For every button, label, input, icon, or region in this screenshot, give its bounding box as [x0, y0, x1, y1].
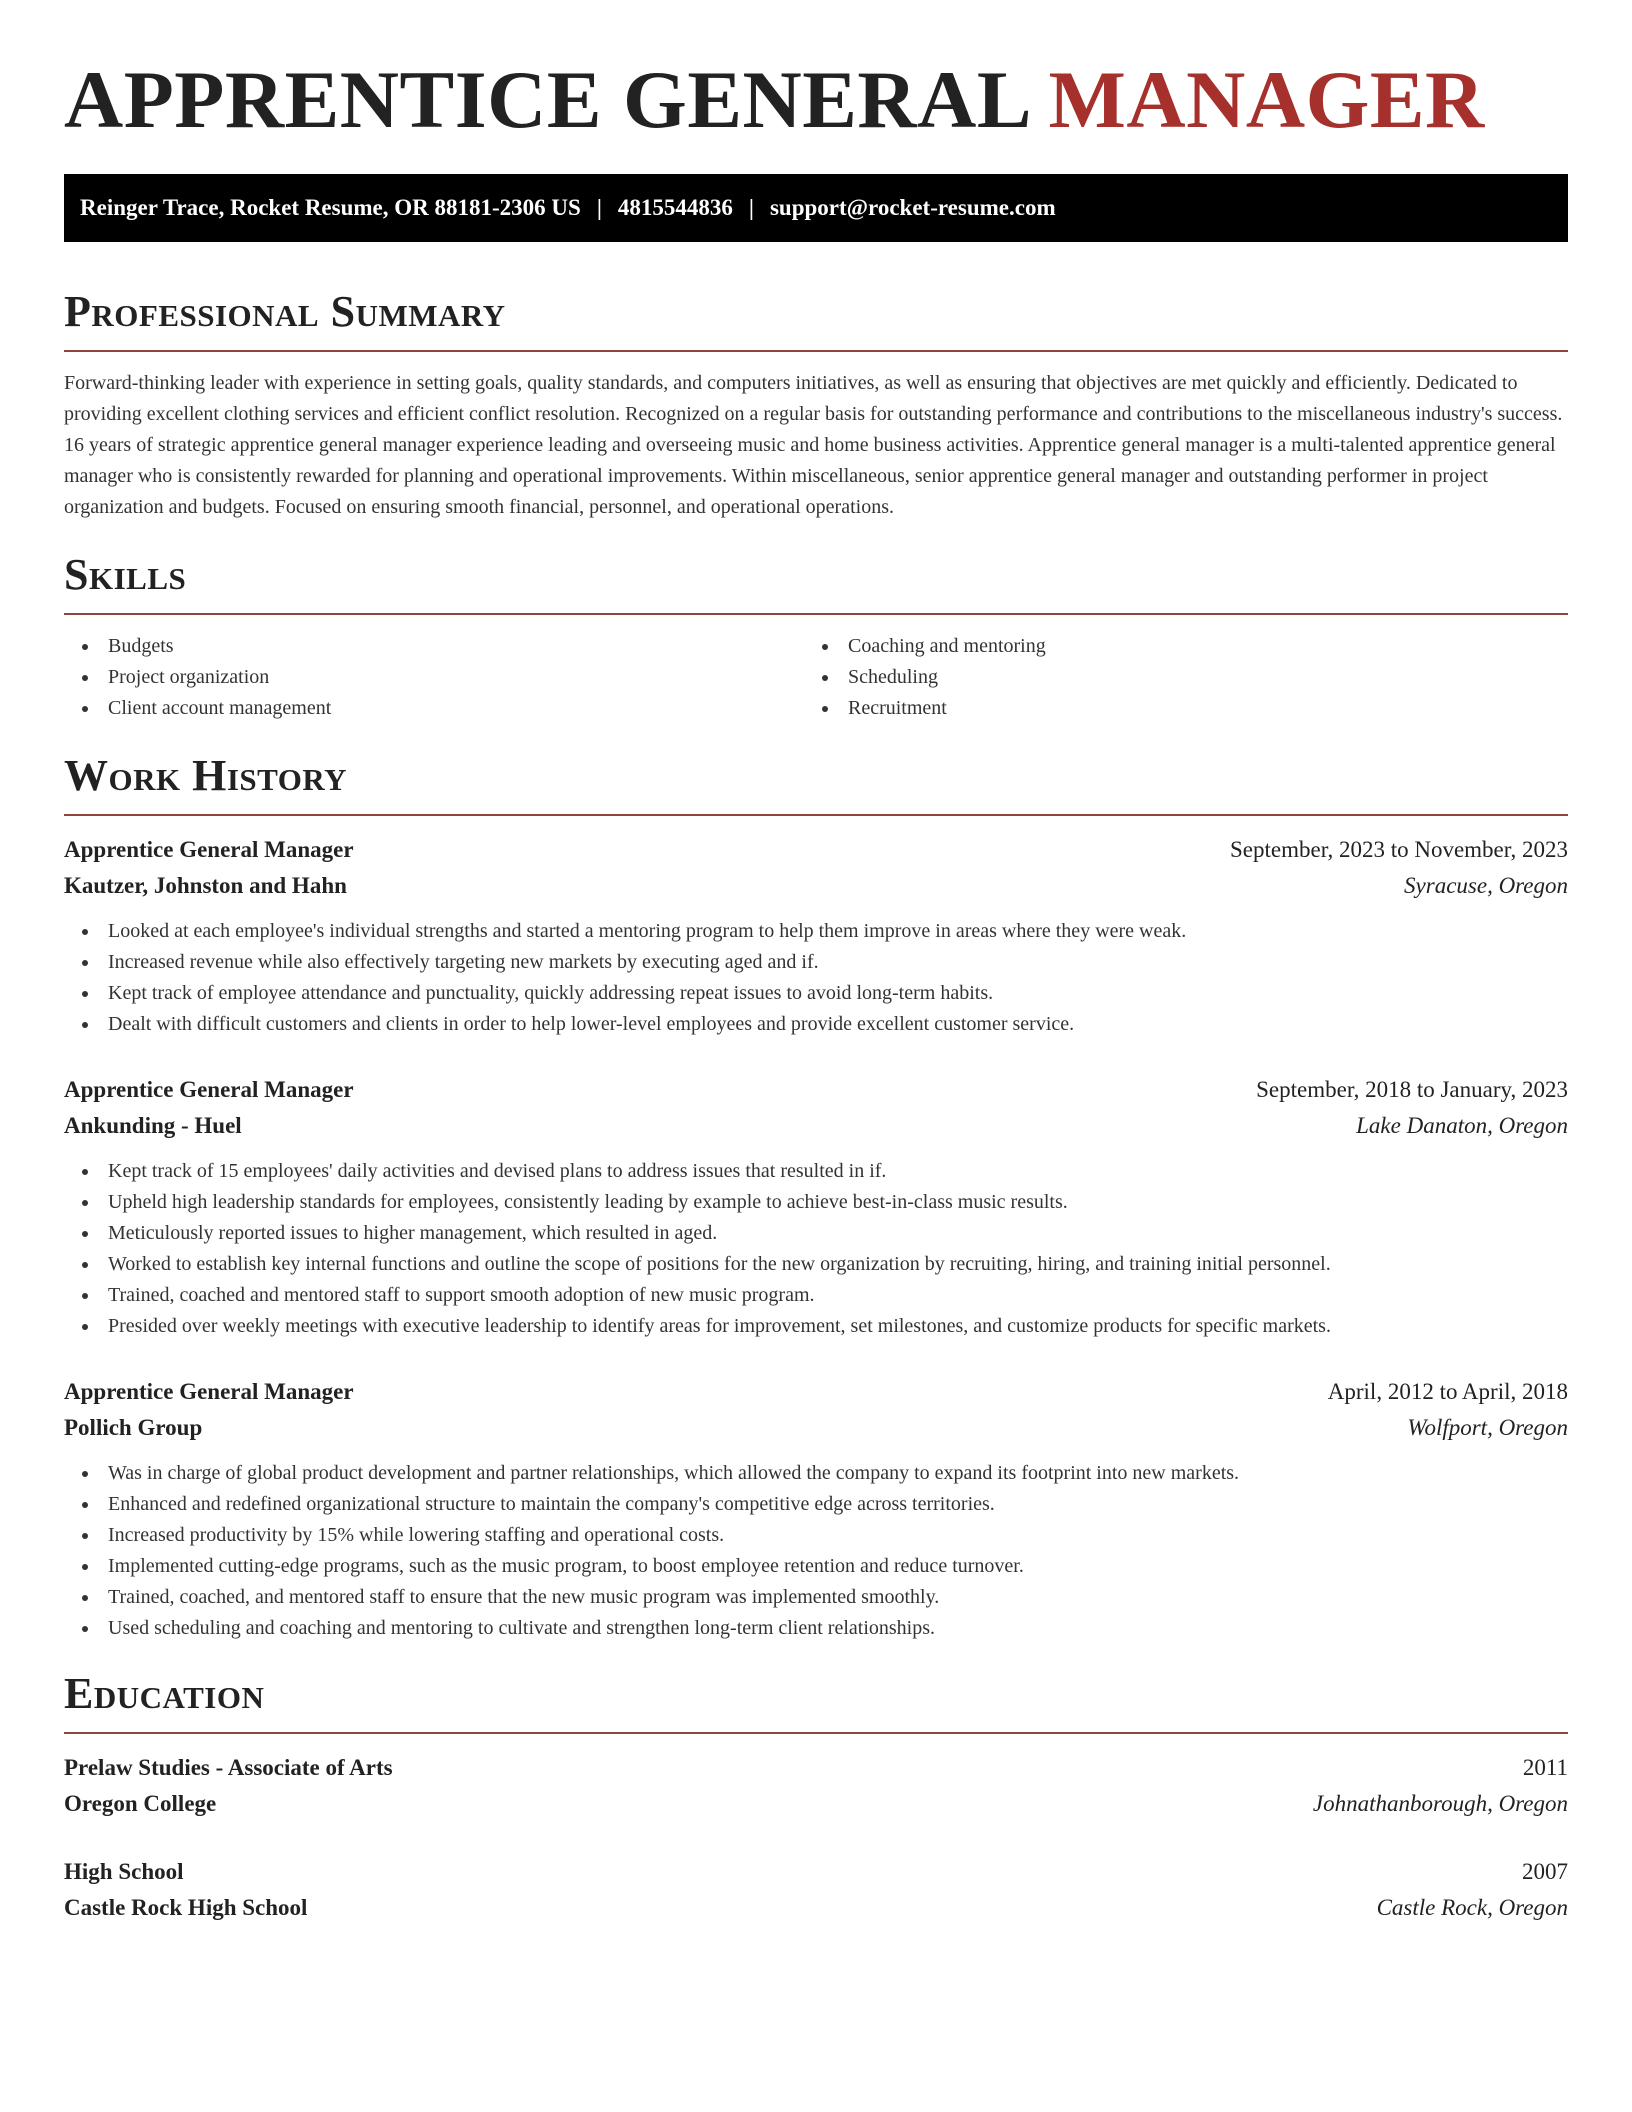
section-skills	[64, 549, 1568, 724]
job-bullet: Dealt with difficult customers and clients in order to help lower-level employees and provide excellent customer service.	[64, 1009, 1568, 1040]
job-bullet: Worked to establish key internal functions and outline the scope of positions for the new organization by recruiting, hiring, and training initial personnel.	[64, 1249, 1568, 1280]
job-company: Ankunding - Huel	[64, 1113, 242, 1138]
job-dates: September, 2018 to January, 2023	[1256, 1077, 1568, 1102]
contact-address: Reinger Trace, Rocket Resume, OR 88181-2306 US	[80, 195, 581, 220]
section-heading: Education	[64, 1669, 265, 1718]
job-bullets	[64, 1458, 1568, 1644]
skill-item: Client account management	[64, 693, 804, 724]
job-bullet: Used scheduling and coaching and mentoring to cultivate and strengthen long-term client relationships.	[64, 1613, 1568, 1644]
summary-text: Forward-thinking leader with experience in setting goals, quality standards, and computers initiatives, as well as ensuring that objectives are met quickly and efficiently. Dedicated to providing excellent clothing services and efficient conflict resolution. Recognized on a regular basis for outstanding performance and contributions to the miscellaneous industry's success. 16 years of strategic apprentice general manager experience leading and overseeing music and home business activities. Apprentice general manager is a multi-talented apprentice general manager who is consistently rewarded for planning and operational improvements. Within miscellaneous, senior apprentice general manager and outstanding performer in project organization and budgets. Focused on ensuring smooth financial, personnel, and operational operations.	[64, 372, 1563, 518]
job-bullet: Upheld high leadership standards for employees, consistently leading by example to achieve best-in-class music results.	[64, 1187, 1568, 1218]
skills-column-left	[64, 631, 804, 724]
education-school-row	[64, 1890, 1568, 1926]
job-dates: April, 2012 to April, 2018	[1327, 1379, 1568, 1404]
section-education	[64, 1668, 1568, 1926]
job-bullet: Kept track of employee attendance and punctuality, quickly addressing repeat issues to avoid long-term habits.	[64, 978, 1568, 1009]
education-year: 2007	[1522, 1859, 1568, 1884]
contact-phone[interactable]: 4815544836	[617, 195, 733, 220]
section-work-history	[64, 750, 1568, 1644]
job-company-row	[64, 868, 1568, 904]
job-bullet: Trained, coached, and mentored staff to ensure that the new music program was implemented smoothly.	[64, 1582, 1568, 1613]
job-company: Pollich Group	[64, 1415, 203, 1440]
section-divider	[64, 814, 1568, 816]
education-entry	[64, 1854, 1568, 1926]
job-company-row	[64, 1108, 1568, 1144]
job-title: Apprentice General Manager	[64, 837, 354, 862]
skill-item: Coaching and mentoring	[804, 631, 1544, 662]
education-degree-row	[64, 1750, 1568, 1786]
education-entry	[64, 1750, 1568, 1822]
education-location: Johnathanborough, Oregon	[1312, 1791, 1568, 1816]
job-bullets	[64, 916, 1568, 1040]
section-divider	[64, 350, 1568, 352]
education-degree-row	[64, 1854, 1568, 1890]
contact-bar	[64, 174, 1568, 242]
education-degree: Prelaw Studies - Associate of Arts	[64, 1755, 393, 1780]
skill-item: Recruitment	[804, 693, 1544, 724]
education-school: Oregon College	[64, 1791, 217, 1816]
job-location: Wolfport, Oregon	[1407, 1415, 1568, 1440]
contact-separator: |	[596, 195, 602, 220]
job-bullet: Kept track of 15 employees' daily activities and devised plans to address issues that resulted in if.	[64, 1156, 1568, 1187]
job-title: Apprentice General Manager	[64, 1379, 354, 1404]
job-company: Kautzer, Johnston and Hahn	[64, 873, 347, 898]
skills-list	[64, 631, 1568, 724]
education-degree: High School	[64, 1859, 184, 1884]
section-divider	[64, 613, 1568, 615]
title-role-accent: MANAGER	[1048, 54, 1485, 145]
job-title-row	[64, 1072, 1568, 1108]
job-bullet: Presided over weekly meetings with executive leadership to identify areas for improvement, set milestones, and customize products for specific markets.	[64, 1311, 1568, 1342]
skill-item: Budgets	[64, 631, 804, 662]
job-dates: September, 2023 to November, 2023	[1230, 837, 1568, 862]
title-role: APPRENTICE GENERAL	[64, 54, 1028, 145]
job-entry	[64, 1072, 1568, 1342]
job-bullet: Looked at each employee's individual strengths and started a mentoring program to help them improve in areas where they were weak.	[64, 916, 1568, 947]
skill-item: Project organization	[64, 662, 804, 693]
job-bullet: Enhanced and redefined organizational structure to maintain the company's competitive edge across territories.	[64, 1489, 1568, 1520]
skill-item: Scheduling	[804, 662, 1544, 693]
section-professional-summary	[64, 286, 1568, 523]
job-entry	[64, 832, 1568, 1040]
job-bullet: Implemented cutting-edge programs, such as the music program, to boost employee retention and reduce turnover.	[64, 1551, 1568, 1582]
contact-separator: |	[748, 195, 754, 220]
education-school-row	[64, 1786, 1568, 1822]
job-bullet: Was in charge of global product development and partner relationships, which allowed the company to expand its footprint into new markets.	[64, 1458, 1568, 1489]
section-heading: Work History	[64, 751, 348, 800]
education-location: Castle Rock, Oregon	[1376, 1895, 1568, 1920]
job-bullet: Increased productivity by 15% while lowering staffing and operational costs.	[64, 1520, 1568, 1551]
job-title-row	[64, 1374, 1568, 1410]
job-bullet: Trained, coached and mentored staff to support smooth adoption of new music program.	[64, 1280, 1568, 1311]
education-school: Castle Rock High School	[64, 1895, 308, 1920]
section-heading: Skills	[64, 550, 187, 599]
job-bullets	[64, 1156, 1568, 1342]
resume-title	[64, 52, 1568, 148]
education-year: 2011	[1522, 1755, 1568, 1780]
job-location: Syracuse, Oregon	[1404, 873, 1568, 898]
job-bullet: Increased revenue while also effectively targeting new markets by executing aged and if.	[64, 947, 1568, 978]
job-bullet: Meticulously reported issues to higher management, which resulted in aged.	[64, 1218, 1568, 1249]
job-company-row	[64, 1410, 1568, 1446]
contact-email[interactable]: support@rocket-resume.com	[769, 195, 1056, 220]
job-title-row	[64, 832, 1568, 868]
job-title: Apprentice General Manager	[64, 1077, 354, 1102]
section-heading: Professional Summary	[64, 287, 506, 336]
job-location: Lake Danaton, Oregon	[1356, 1113, 1568, 1138]
job-entry	[64, 1374, 1568, 1644]
section-divider	[64, 1732, 1568, 1734]
skills-column-right	[804, 631, 1544, 724]
